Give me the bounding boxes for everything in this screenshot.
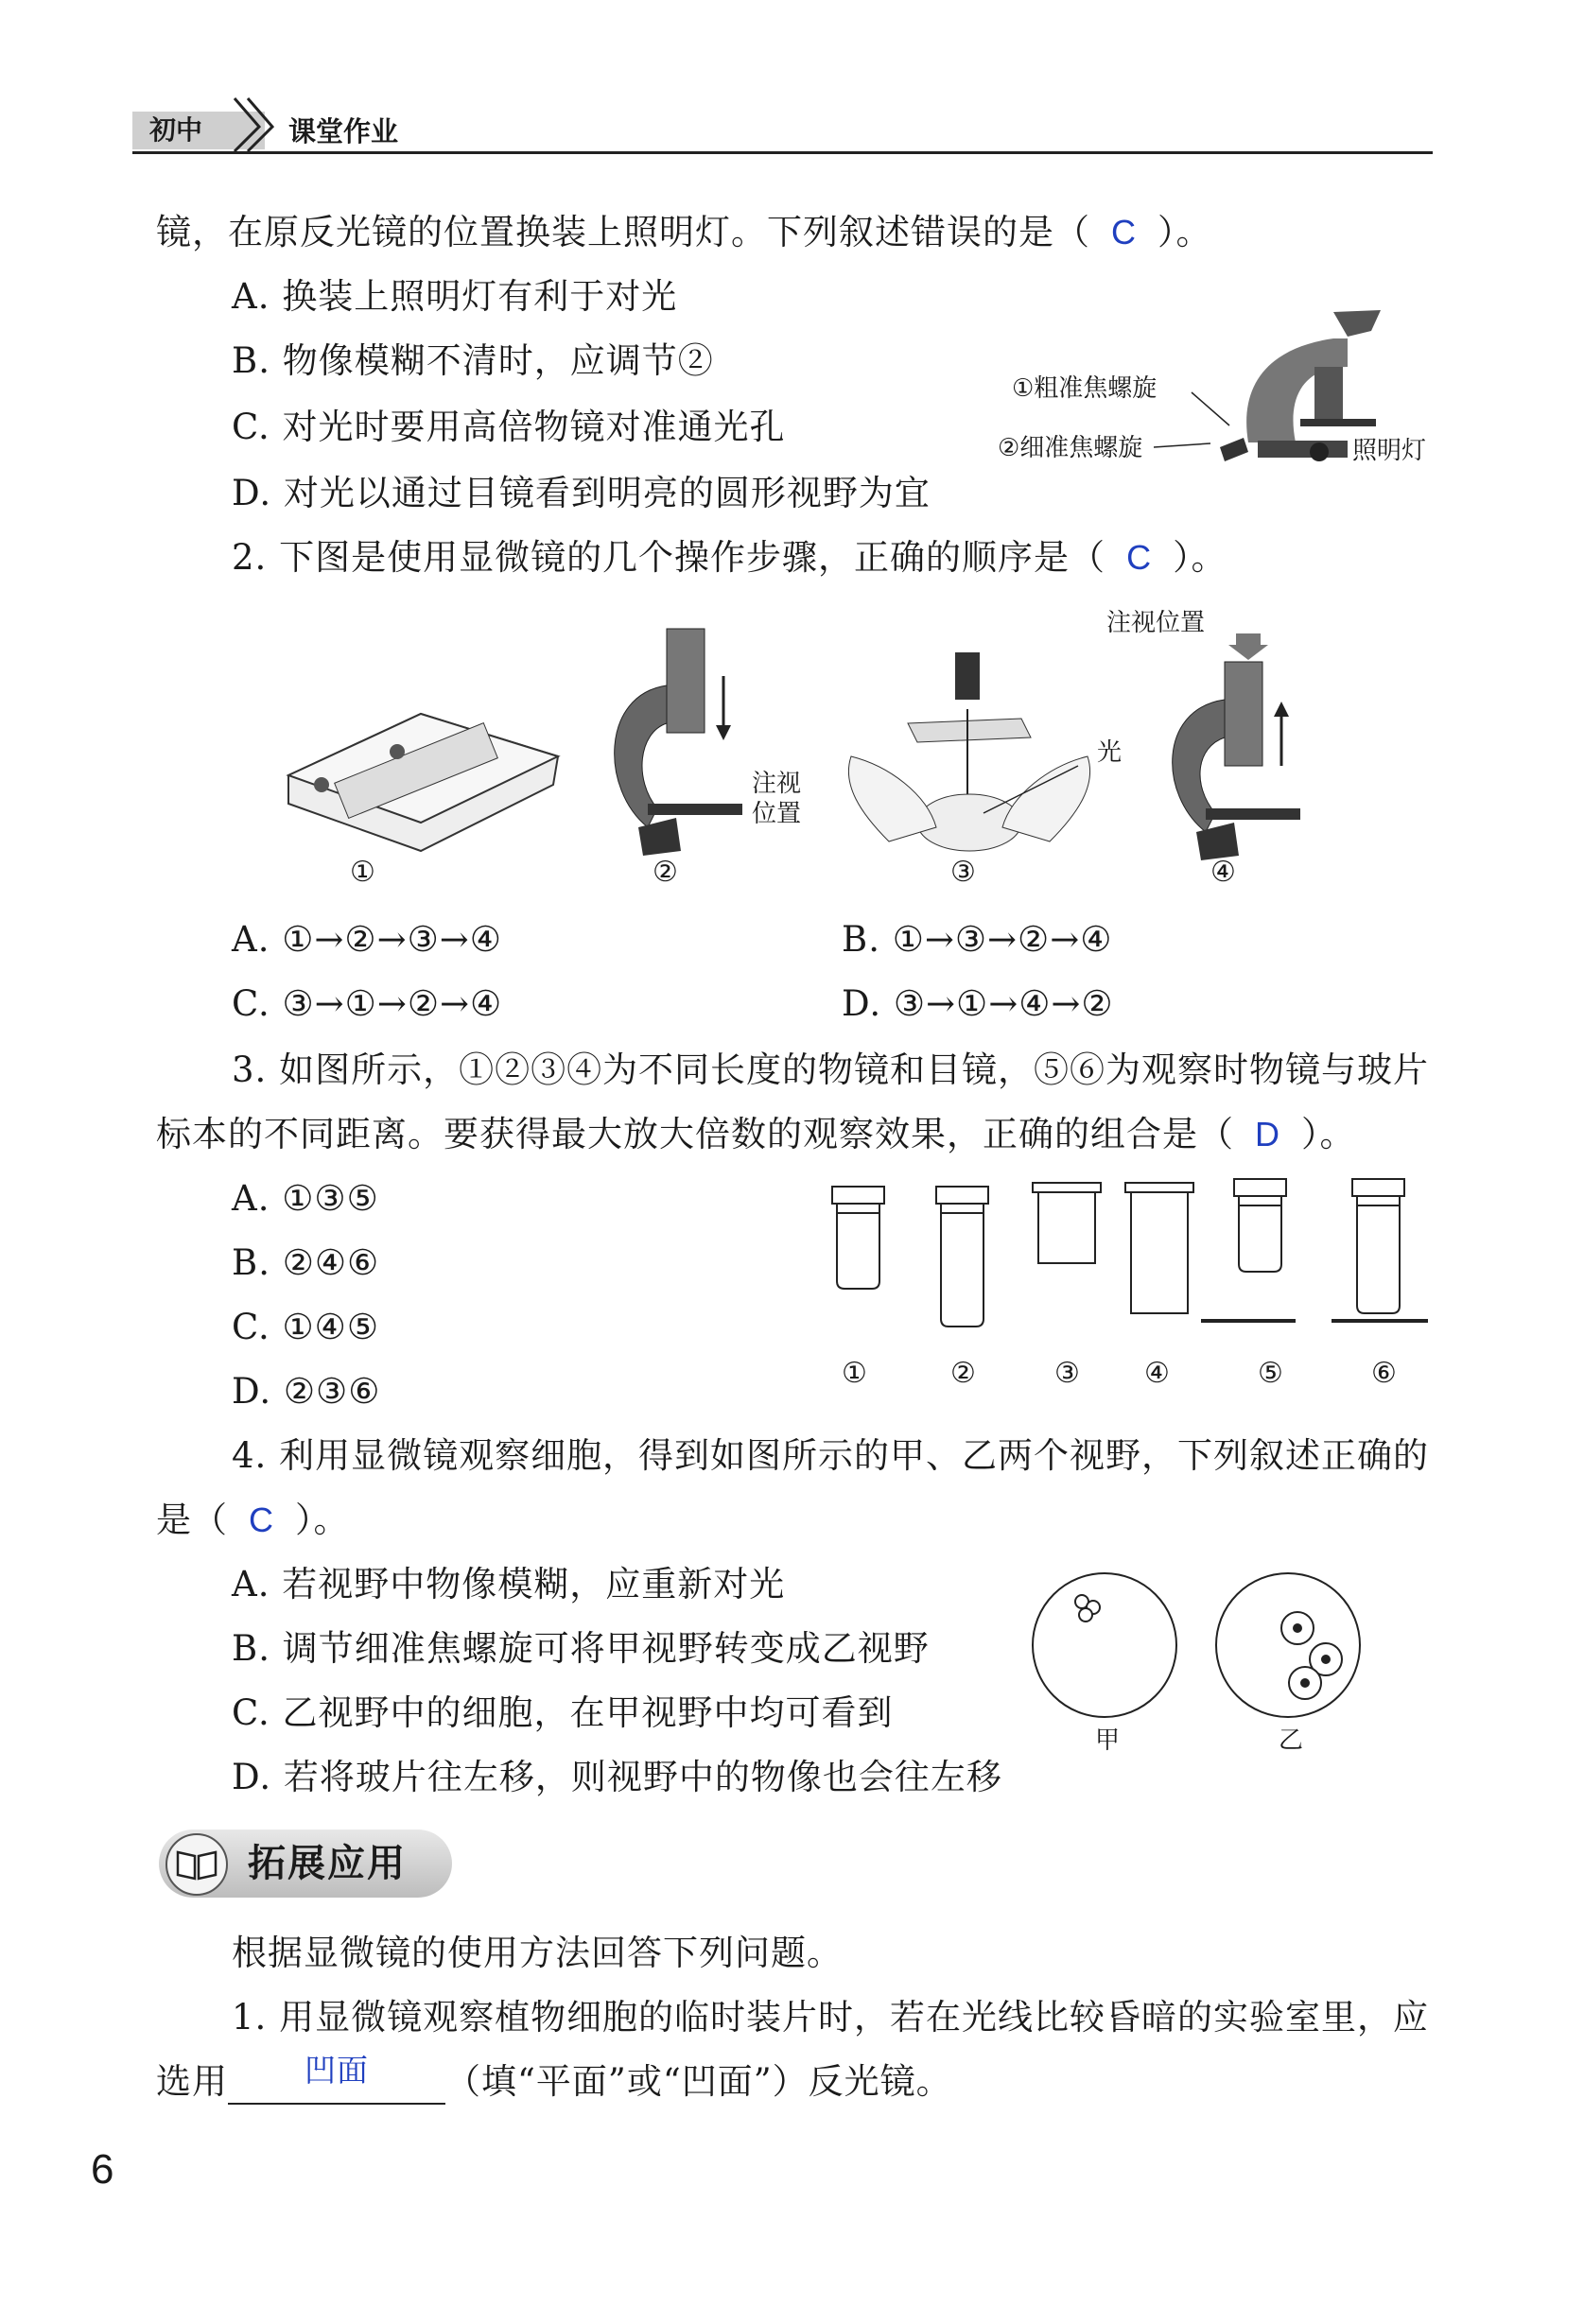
- q4-stem-line1: 4. 利用显微镜观察细胞，得到如图所示的甲、乙两个视野，下列叙述正确的: [232, 1435, 1430, 1476]
- q3-option-b: B. ②④⑥: [232, 1242, 380, 1283]
- q2-option-d: D. ③→①→④→②: [842, 983, 1114, 1024]
- step4-raising-tube: [1149, 633, 1310, 865]
- q2-option-c: C. ③→①→②→④: [232, 983, 503, 1024]
- q3-stem-line1: 3. 如图所示，①②③④为不同长度的物镜和目镜，⑤⑥为观察时物镜与玻片: [232, 1049, 1430, 1090]
- step-number: ③: [950, 856, 976, 889]
- q1-option-a: A. 换装上照明灯有利于对光: [232, 276, 678, 317]
- header-rule: [132, 151, 1433, 154]
- label-coarse-focus: ①粗准焦螺旋: [1012, 374, 1158, 403]
- chevron-icon: [227, 91, 284, 153]
- header-tab: 初中: [132, 112, 265, 149]
- section-q1-line1: 1. 用显微镜观察植物细胞的临时装片时，若在光线比较昏暗的实验室里，应: [232, 1997, 1430, 2038]
- field-label: 甲: [1095, 1726, 1121, 1755]
- q4-option-c: C. 乙视野中的细胞，在甲视野中均可看到: [232, 1692, 894, 1733]
- step3-hands-light: [832, 652, 1106, 870]
- answer-blank: [228, 2052, 445, 2105]
- label-watch-position: 位置: [752, 800, 802, 828]
- lens-number: ②: [950, 1357, 976, 1390]
- lens-number: ⑥: [1371, 1357, 1397, 1390]
- label-lamp: 照明灯: [1352, 437, 1427, 465]
- lens-number: ①: [842, 1357, 867, 1390]
- q1-stem: 镜，在原反光镜的位置换装上照明灯。下列叙述错误的是（ C ）。: [156, 212, 1212, 252]
- section-title: 拓展应用: [248, 1842, 407, 1885]
- step-number: ①: [350, 856, 375, 889]
- q2-option-b: B. ①→③→②→④: [842, 919, 1113, 960]
- section-q1-line2: 选用 凹面 （填“平面”或“凹面”）反光镜。: [156, 2059, 952, 2105]
- field-label: 乙: [1279, 1726, 1304, 1755]
- lens-figure: [813, 1177, 1437, 1347]
- q2-stem: 2. 下图是使用显微镜的几个操作步骤，正确的顺序是（ C ）。: [232, 537, 1227, 578]
- label-watch-pos: 注视位置: [1106, 609, 1206, 637]
- leader-lines: [1154, 383, 1267, 459]
- q4-answer: C: [249, 1500, 274, 1539]
- step2-lowering-tube: [591, 619, 752, 865]
- label-fine-focus: ②细准焦螺旋: [998, 434, 1143, 462]
- q4-option-a: A. 若视野中物像模糊，应重新对光: [232, 1564, 786, 1604]
- q2-answer: C: [1126, 538, 1153, 577]
- lens-number: ④: [1144, 1357, 1170, 1390]
- page-number: 6: [91, 2146, 114, 2193]
- label-watch: 注视: [752, 770, 802, 798]
- q4-option-b: B. 调节细准焦螺旋可将甲视野转变成乙视野: [232, 1628, 930, 1669]
- q1-answer: C: [1111, 213, 1137, 251]
- q1-option-c: C. 对光时要用高倍物镜对准通光孔: [232, 407, 786, 447]
- q3-answer: D: [1255, 1115, 1280, 1153]
- lens-number: ⑤: [1258, 1357, 1283, 1390]
- q4-option-d: D. 若将玻片往左移，则视野中的物像也会往左移: [232, 1757, 1002, 1797]
- lens-number: ③: [1054, 1357, 1080, 1390]
- q2-option-a: A. ①→②→③→④: [232, 919, 502, 960]
- header-title: 课堂作业: [288, 115, 399, 147]
- q4-stem-line2: 是（ C ）。: [156, 1500, 350, 1540]
- q3-option-d: D. ②③⑥: [232, 1371, 381, 1412]
- q3-option-a: A. ①③⑤: [232, 1178, 379, 1219]
- q1-option-d: D. 对光以通过目镜看到明亮的圆形视野为宜: [232, 473, 931, 513]
- section-intro: 根据显微镜的使用方法回答下列问题。: [232, 1933, 843, 1973]
- step-number: ②: [653, 856, 678, 889]
- q1-option-b: B. 物像模糊不清时，应调节②: [232, 340, 714, 381]
- label-light: 光: [1097, 738, 1123, 767]
- q3-stem-line2: 标本的不同距离。要获得最大放大倍数的观察效果，正确的组合是（ D ）。: [156, 1114, 1356, 1154]
- visual-fields-figure: [1031, 1570, 1390, 1730]
- section-q1-answer: 凹面: [305, 2052, 369, 2089]
- q3-option-c: C. ①④⑤: [232, 1307, 380, 1347]
- book-icon: [163, 1831, 231, 1898]
- step-number: ④: [1210, 856, 1236, 889]
- step1-slide-stage: [279, 700, 563, 860]
